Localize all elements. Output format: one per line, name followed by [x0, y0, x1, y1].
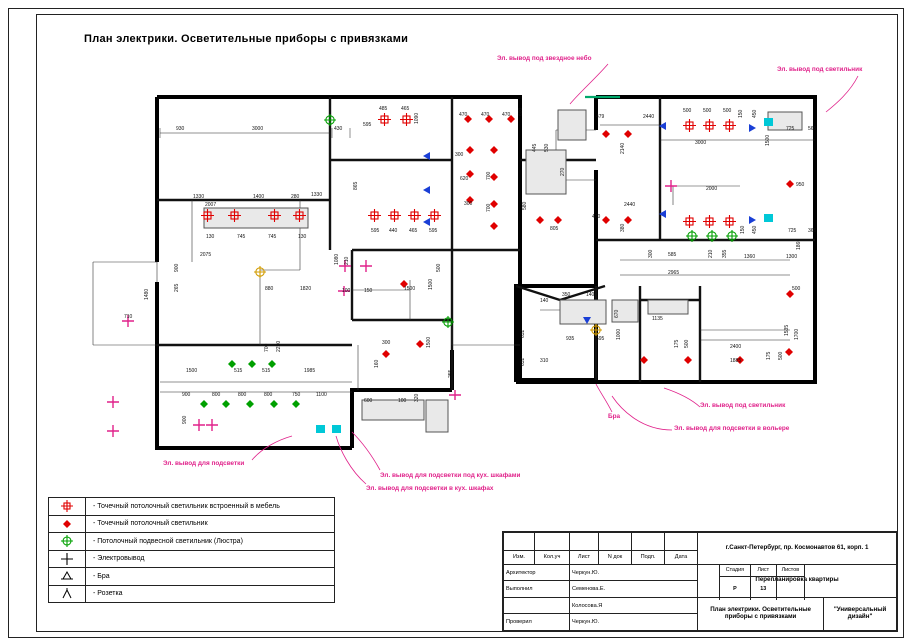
svg-text:1090: 1090 [414, 112, 420, 124]
stamp-col-list: Лист [570, 550, 599, 564]
stamp-col-koluch: Кол.уч [535, 550, 570, 564]
callout-fixture-right: Эл. вывод под светильник [700, 402, 786, 409]
legend-label: - Розетка [93, 590, 123, 598]
legend-row [49, 498, 334, 516]
svg-text:470: 470 [502, 112, 511, 118]
svg-text:255: 255 [448, 369, 454, 378]
legend-label: - Точечный потолочный светильник [93, 520, 208, 528]
svg-text:1300: 1300 [786, 254, 798, 260]
svg-text:930: 930 [176, 126, 185, 132]
svg-text:700: 700 [486, 203, 492, 212]
svg-text:1480: 1480 [144, 288, 150, 300]
svg-text:3000: 3000 [252, 126, 264, 132]
svg-text:865: 865 [353, 181, 359, 190]
stamp-name-executor: Семенова.Е. [570, 581, 698, 598]
svg-text:595: 595 [596, 336, 605, 342]
point-recessed-fixture-icon [49, 498, 86, 515]
svg-text:500: 500 [703, 108, 712, 114]
svg-text:130: 130 [298, 234, 307, 240]
svg-text:355: 355 [722, 249, 728, 258]
svg-text:1700: 1700 [794, 328, 800, 340]
svg-text:2000: 2000 [706, 186, 718, 192]
svg-text:950: 950 [796, 182, 805, 188]
stamp-sheet-value: 13 [760, 586, 767, 592]
svg-text:1885: 1885 [730, 358, 742, 364]
legend-table [48, 497, 335, 603]
callout-under-kitchen-cabinets: Эл. вывод для подсветки под кух. шкафами [380, 472, 521, 479]
svg-text:1500: 1500 [765, 134, 771, 146]
legend-row [49, 551, 334, 569]
svg-text:2965: 2965 [668, 270, 680, 276]
svg-text:175: 175 [766, 351, 772, 360]
svg-text:270: 270 [560, 167, 566, 176]
title-block [502, 531, 898, 632]
stamp-company: "Универсальный дизайн" [824, 597, 897, 630]
svg-text:580: 580 [522, 201, 528, 210]
electric-outlet-lead-icon [49, 551, 86, 568]
legend-row [49, 533, 334, 551]
callout-backlight: Эл. вывод для подсветки [163, 460, 245, 467]
svg-text:1135: 1135 [652, 316, 663, 322]
svg-text:632: 632 [520, 357, 526, 366]
svg-text:440: 440 [389, 228, 398, 234]
svg-text:100: 100 [398, 398, 407, 404]
svg-text:500: 500 [436, 263, 442, 272]
svg-text:800: 800 [212, 392, 221, 398]
symbol-group-magenta-sockets [107, 419, 218, 437]
svg-text:620: 620 [460, 176, 469, 182]
svg-text:445: 445 [532, 143, 538, 152]
svg-text:2140: 2140 [620, 142, 626, 154]
svg-text:515: 515 [262, 368, 271, 374]
svg-text:900: 900 [182, 392, 191, 398]
svg-text:1080: 1080 [334, 253, 340, 265]
svg-text:600: 600 [518, 107, 524, 116]
svg-text:745: 745 [268, 234, 277, 240]
svg-text:465: 465 [409, 228, 418, 234]
svg-text:600: 600 [364, 398, 373, 404]
legend-row [49, 568, 334, 586]
svg-text:500: 500 [792, 286, 801, 292]
stamp-col-izm: Изм. [504, 550, 535, 564]
svg-text:595: 595 [363, 122, 372, 128]
svg-text:2007: 2007 [205, 202, 217, 208]
svg-text:725: 725 [786, 126, 795, 132]
stamp-stage-label: Стадия [720, 564, 750, 577]
svg-text:1500: 1500 [186, 368, 198, 374]
svg-text:1330: 1330 [193, 194, 205, 200]
legend-label: - Потолочный подвесной светильник (Люстра) [93, 537, 243, 545]
stamp-role-blank [504, 597, 570, 614]
svg-text:100: 100 [342, 288, 351, 294]
svg-text:2440: 2440 [643, 114, 655, 120]
svg-text:725: 725 [788, 228, 797, 234]
svg-text:1820: 1820 [300, 286, 312, 292]
svg-text:450: 450 [752, 225, 758, 234]
svg-text:470: 470 [592, 214, 601, 220]
stamp-col-data: Дата [665, 550, 698, 564]
symbol-group-floor-spots [200, 360, 300, 408]
svg-text:3000: 3000 [695, 140, 707, 146]
svg-text:300: 300 [455, 152, 464, 158]
svg-text:479: 479 [596, 114, 605, 120]
svg-text:500: 500 [778, 351, 784, 360]
svg-text:310: 310 [540, 358, 549, 364]
svg-text:140: 140 [540, 298, 549, 304]
svg-text:470: 470 [481, 112, 490, 118]
stamp-role-executor: Выполнил [504, 581, 570, 598]
svg-text:210: 210 [708, 249, 714, 258]
svg-text:450: 450 [752, 109, 758, 118]
svg-text:300: 300 [382, 340, 391, 346]
svg-text:745: 745 [237, 234, 246, 240]
svg-text:500: 500 [683, 108, 692, 114]
legend-label: - Точечный потолочный светильник встроенный в мебель [93, 502, 280, 510]
svg-text:500: 500 [684, 339, 690, 348]
svg-text:160: 160 [374, 359, 380, 368]
stamp-name-checker: Черкун.Ю. [570, 614, 698, 631]
svg-text:1500: 1500 [404, 286, 416, 292]
stamp-drawing-title: План электрики. Осветительные приборы с привязками [698, 597, 824, 630]
legend-row [49, 586, 334, 603]
svg-text:565: 565 [808, 126, 817, 132]
stamp-col-podp: Подп. [632, 550, 665, 564]
svg-text:515: 515 [234, 368, 243, 374]
svg-text:175: 175 [674, 339, 680, 348]
svg-text:265: 265 [174, 283, 180, 292]
svg-text:632: 632 [520, 329, 526, 338]
svg-text:470: 470 [459, 112, 468, 118]
pendant-chandelier-icon [49, 533, 86, 550]
stamp-sheets-label: Листов [777, 564, 804, 577]
svg-text:485: 485 [379, 106, 388, 112]
callout-in-kitchen-cabinets: Эл. вывод для подсветки в кух. шкафах [366, 485, 494, 492]
svg-text:1100: 1100 [316, 392, 327, 398]
stamp-sheets-value [777, 577, 804, 601]
svg-text:900: 900 [174, 263, 180, 272]
svg-text:880: 880 [265, 286, 274, 292]
svg-text:1535: 1535 [784, 324, 790, 336]
svg-text:805: 805 [550, 226, 559, 232]
svg-text:300: 300 [464, 201, 473, 207]
svg-text:935: 935 [566, 336, 575, 342]
dimension-lines [160, 125, 815, 392]
callout-aviary-lighting: Эл. вывод для подсветки в вольере [674, 425, 790, 432]
svg-text:130: 130 [206, 234, 215, 240]
svg-text:530: 530 [544, 143, 550, 152]
svg-text:2075: 2075 [200, 252, 212, 258]
stamp-sheet-label: Лист [751, 564, 776, 577]
callout-fixture-top-right: Эл. вывод под светильник [777, 66, 863, 73]
stamp-address: г.Санкт-Петербург, пр. Космонавтов 61, корп. 1 [698, 533, 897, 565]
svg-text:465: 465 [401, 106, 410, 112]
svg-text:500: 500 [723, 108, 732, 114]
point-ceiling-fixture-icon [49, 516, 86, 533]
socket-icon [49, 586, 86, 603]
svg-text:595: 595 [429, 228, 438, 234]
svg-text:1985: 1985 [304, 368, 316, 374]
svg-text:140: 140 [586, 292, 595, 298]
svg-text:380: 380 [620, 223, 626, 232]
svg-text:800: 800 [264, 392, 273, 398]
svg-text:1500: 1500 [428, 278, 434, 290]
stamp-role-checker: Проверил [504, 614, 570, 631]
svg-text:700: 700 [264, 343, 270, 352]
svg-text:300: 300 [648, 249, 654, 258]
svg-text:150: 150 [740, 225, 746, 234]
stamp-name-architect: Черкун.Ю. [570, 564, 698, 581]
stamp-stage-value: Р [733, 586, 737, 592]
svg-text:280: 280 [291, 194, 300, 200]
svg-text:700: 700 [486, 171, 492, 180]
svg-text:150: 150 [738, 109, 744, 118]
svg-text:2270: 2270 [276, 340, 282, 352]
svg-text:2400: 2400 [730, 344, 742, 350]
svg-text:1360: 1360 [744, 254, 756, 260]
svg-text:1000: 1000 [616, 328, 622, 340]
svg-text:1330: 1330 [311, 192, 323, 198]
stamp-name-kolosova: Колосова.Я [570, 597, 698, 614]
svg-text:210: 210 [344, 256, 350, 265]
svg-text:585: 585 [668, 252, 677, 258]
callout-leaders [252, 64, 858, 484]
svg-text:595: 595 [371, 228, 380, 234]
svg-text:1860: 1860 [796, 238, 802, 250]
stamp-col-ndok: N док [599, 550, 632, 564]
legend-label: - Бра [93, 572, 110, 580]
svg-text:2440: 2440 [624, 202, 636, 208]
svg-text:750: 750 [292, 392, 301, 398]
stamp-role-architect: Архитектор [504, 564, 570, 581]
legend-row [49, 516, 334, 534]
svg-text:365: 365 [808, 228, 817, 234]
svg-text:320: 320 [414, 393, 420, 402]
svg-text:1400: 1400 [253, 194, 265, 200]
svg-text:350: 350 [562, 292, 571, 298]
svg-text:710: 710 [124, 314, 133, 320]
svg-text:150: 150 [364, 288, 373, 294]
svg-text:900: 900 [182, 415, 188, 424]
svg-text:670: 670 [614, 309, 620, 318]
svg-text:430: 430 [334, 126, 343, 132]
stamp-project: Перепланировка квартиры [698, 564, 897, 597]
wall-sconce-icon [49, 568, 86, 585]
callout-star-sky: Эл. вывод под звездное небо [497, 55, 592, 62]
legend-label: - Электровывод [93, 555, 145, 563]
svg-text:1500: 1500 [426, 336, 432, 348]
page-title: План электрики. Осветительные приборы с привязками [84, 33, 409, 45]
svg-text:800: 800 [238, 392, 247, 398]
callout-sconce: Бра [608, 413, 621, 420]
